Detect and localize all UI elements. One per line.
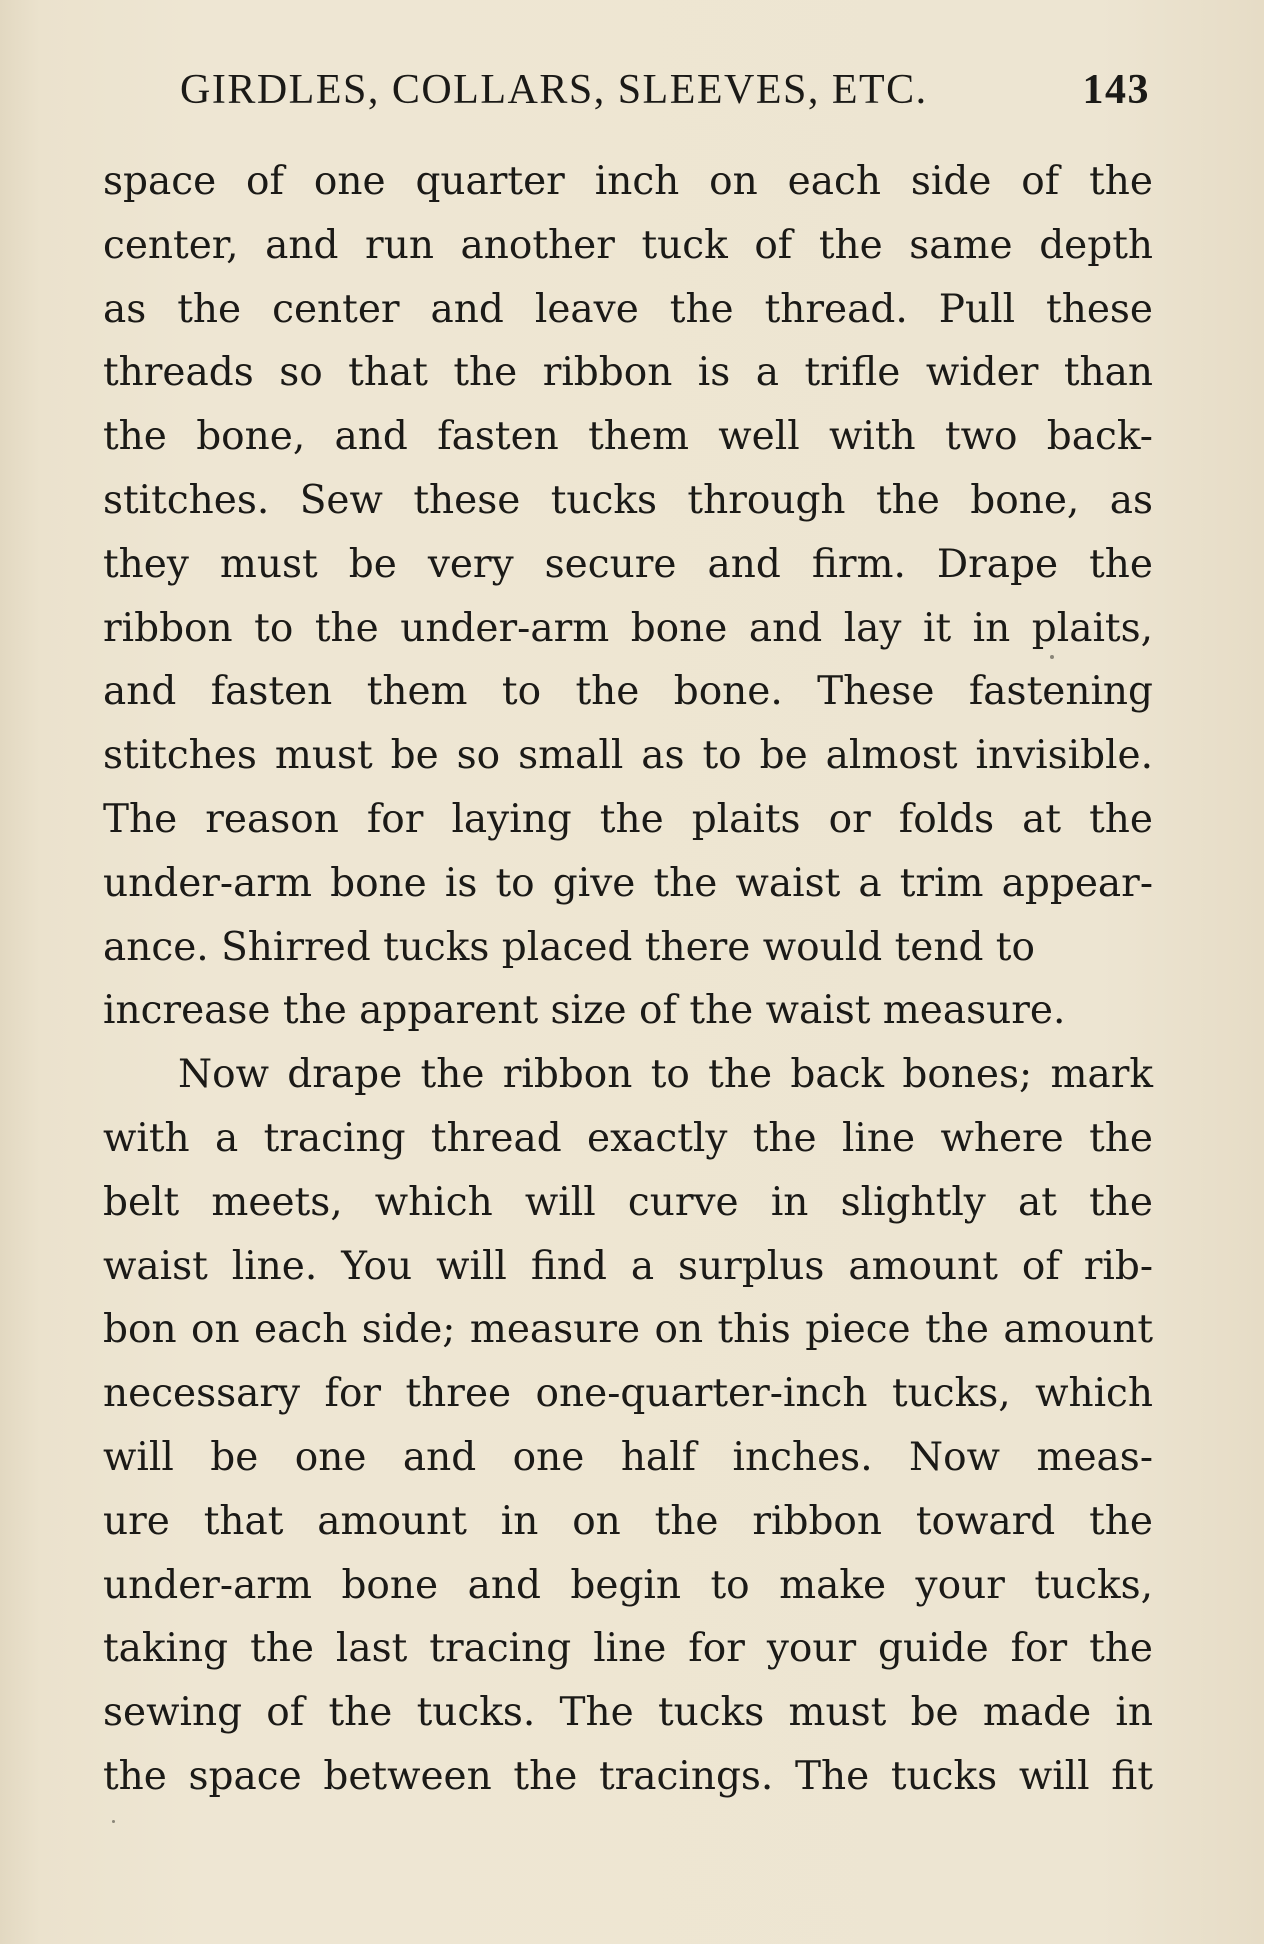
text-line: stitches must be so small as to be almost invisible. [103,733,1153,779]
text-line: the space between the tracings. The tucks will fit [103,1753,1153,1799]
paper-speck [112,1820,115,1823]
text-line: belt meets, which will curve in slightly at the [103,1179,1153,1225]
text-line: and fasten them to the bone. These fastening [103,669,1153,715]
text-line: they must be very secure and firm. Drape the [103,541,1153,587]
paragraph-end-line: increase the apparent size of the waist measure. [103,988,1066,1034]
running-header [180,60,1150,120]
text-line: with a tracing thread exactly the line where the [103,1115,1153,1161]
text-line: will be one and one half inches. Now meas- [103,1434,1153,1480]
text-line: bon on each side; measure on this piece the amount [103,1307,1153,1353]
body-text [103,150,1153,1809]
text-line: stitches. Sew these tucks through the bone, as [103,477,1153,523]
text-line: under-arm bone and begin to make your tucks, [103,1562,1153,1608]
text-line: the bone, and fasten them well with two back- [103,414,1153,460]
text-line: waist line. You will find a surplus amount of rib- [103,1243,1153,1289]
paper-speck [1050,655,1054,659]
text-line: threads so that the ribbon is a trifle wider than [103,350,1153,396]
text-line: under-arm bone is to give the waist a trim appear- [103,860,1153,906]
text-line: taking the last tracing line for your guide for the [103,1626,1153,1672]
paragraph-start-line: Now drape the ribbon to the back bones; mark [178,1052,1153,1098]
text-line: as the center and leave the thread. Pull these [103,286,1153,332]
running-title: GIRDLES, COLLARS, SLEEVES, ETC. [180,67,928,113]
text-line: ribbon to the under-arm bone and lay it in plaits, [103,605,1153,651]
text-line: space of one quarter inch on each side of the [103,159,1153,204]
page-number: 143 [1082,67,1150,113]
text-line: The reason for laying the plaits or folds at the [103,796,1153,842]
text-line: sewing of the tucks. The tucks must be made in [103,1690,1153,1736]
text-line: ure that amount in on the ribbon toward the [103,1498,1153,1544]
text-line: ance. Shirred tucks placed there would tend to [103,924,1035,970]
text-line: center, and run another tuck of the same depth [103,222,1153,268]
text-line: necessary for three one-quarter-inch tucks, which [103,1371,1153,1417]
